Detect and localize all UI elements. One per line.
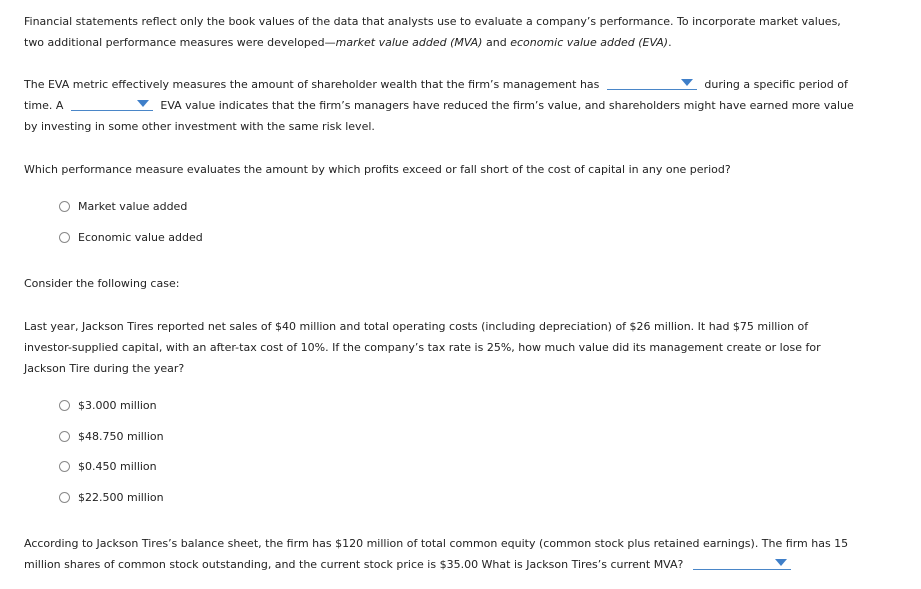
intro-and: and	[482, 36, 511, 49]
mva-line-2: million shares of common stock outstanding, and the current stock price is $35.00 What is Jackson Tires’s current MVA?	[24, 558, 684, 571]
radio-button[interactable]	[59, 431, 70, 442]
mva-question	[24, 533, 896, 575]
option-label: Market value added	[78, 199, 188, 213]
q2-option-4[interactable]	[59, 489, 164, 505]
option-label: $0.450 million	[78, 459, 157, 473]
case-line-3: Jackson Tire during the year?	[24, 362, 185, 375]
option-label: $48.750 million	[78, 429, 164, 443]
mva-term: market value added (MVA)	[335, 36, 483, 49]
chevron-down-icon	[681, 79, 693, 86]
radio-button[interactable]	[59, 461, 70, 472]
shareholder-wealth-dropdown[interactable]	[607, 76, 697, 90]
case-line-1: Last year, Jackson Tires reported net sales of $40 million and total operating costs (including depreciation) of $26 million. It had $75 million of	[24, 320, 809, 333]
option-label: $3.000 million	[78, 398, 157, 412]
q1-question: Which performance measure evaluates the amount by which profits exceed or fall short of the cost of capital in any one period?	[24, 163, 731, 176]
radio-button[interactable]	[59, 400, 70, 411]
option-label: $22.500 million	[78, 490, 164, 504]
radio-button[interactable]	[59, 492, 70, 503]
mva-answer-dropdown[interactable]	[693, 556, 791, 570]
case-intro: Consider the following case:	[24, 277, 180, 290]
eva-text-5: by investing in some other investment with the same risk level.	[24, 120, 375, 133]
case-paragraph	[24, 316, 896, 379]
q1-option-mva[interactable]	[59, 198, 187, 214]
radio-button[interactable]	[59, 232, 70, 243]
eva-sign-dropdown[interactable]	[71, 97, 153, 111]
eva-text-1: The EVA metric effectively measures the amount of shareholder wealth that the firm’s management has	[24, 78, 600, 91]
eva-text-2: during a specific period of	[704, 78, 848, 91]
radio-button[interactable]	[59, 201, 70, 212]
eva-text-3: time. A	[24, 99, 64, 112]
q2-option-3[interactable]	[59, 458, 157, 474]
chevron-down-icon	[775, 559, 787, 566]
option-label: Economic value added	[78, 230, 203, 244]
eva-text-4: EVA value indicates that the firm’s managers have reduced the firm’s value, and shareholders might have earned more value	[160, 99, 854, 112]
case-line-2: investor-supplied capital, with an after-tax cost of 10%. If the company’s tax rate is 25%, how much value did its management create or lose for	[24, 341, 821, 354]
intro-end: .	[668, 36, 672, 49]
chevron-down-icon	[137, 100, 149, 107]
q1-option-eva[interactable]	[59, 229, 203, 245]
mva-line-1: According to Jackson Tires’s balance sheet, the firm has $120 million of total common equity (common stock plus retained earnings). The firm has 15	[24, 537, 849, 550]
q2-option-1[interactable]	[59, 397, 157, 413]
eva-term: economic value added (EVA)	[510, 36, 669, 49]
intro-line-2-prefix: two additional performance measures were developed—	[24, 36, 336, 49]
q2-option-2[interactable]	[59, 428, 164, 444]
intro-line-1: Financial statements reflect only the book values of the data that analysts use to evaluate a company’s performance. To incorporate market values,	[24, 15, 841, 28]
eva-paragraph	[24, 74, 896, 137]
intro-paragraph	[24, 11, 896, 53]
